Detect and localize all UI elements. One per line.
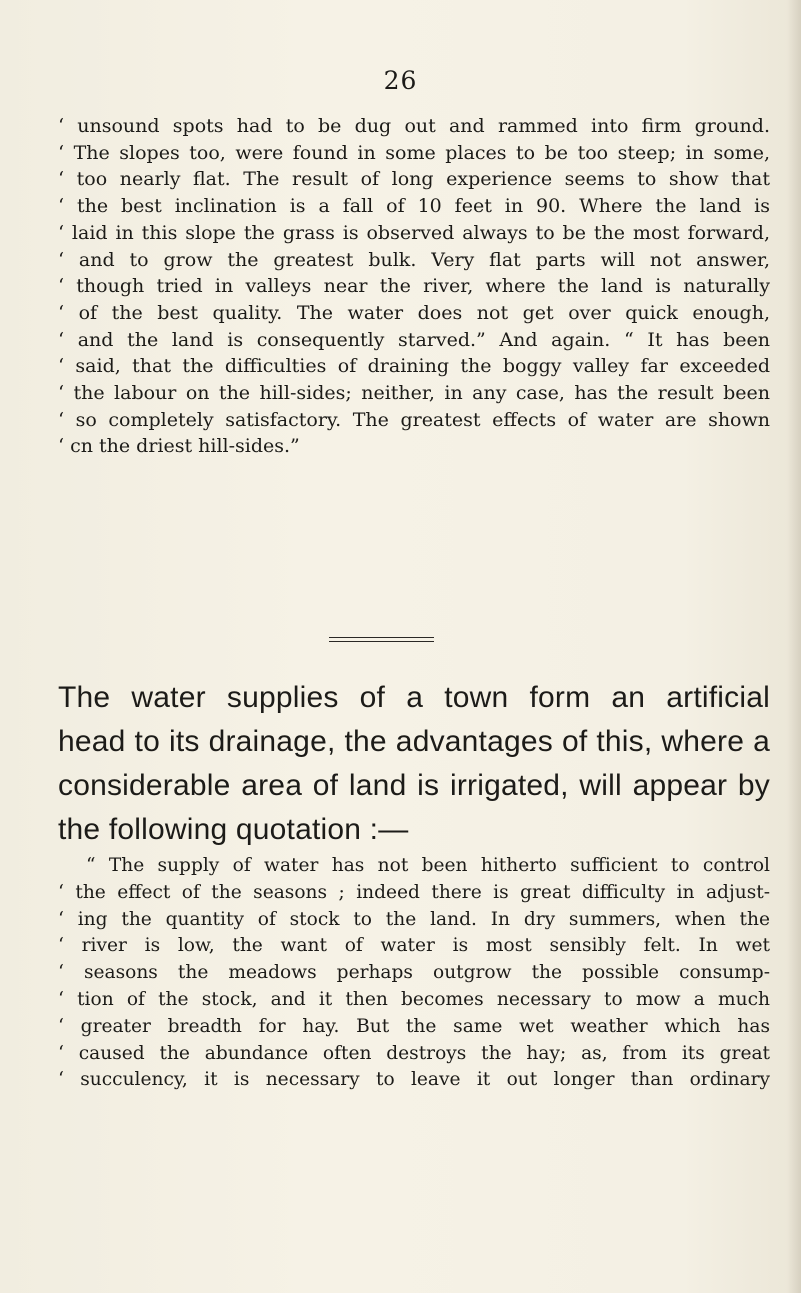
text-line: ‘ laid in this slope the grass is observed always to be the most forward, (58, 221, 770, 244)
page-number: 26 (383, 66, 418, 95)
text-line: ‘ cn the driest hill-sides.” (58, 435, 300, 458)
text-line: ‘ too nearly flat. The result of long experience seems to show that (58, 168, 770, 191)
text-line: “ The supply of water has not been hitherto sufficient to control (86, 855, 770, 876)
heading-line: The water supplies of a town form an artificial (58, 681, 770, 714)
heading-line: head to its drainage, the advantages of this, where a (58, 725, 770, 758)
text-line: ‘ the best inclination is a fall of 10 feet in 90. Where the land is (58, 195, 770, 218)
text-line: ‘ and to grow the greatest bulk. Very flat parts will not answer, (58, 248, 770, 271)
text-line: ‘ The slopes too, were found in some places to be too steep; in some, (58, 141, 770, 164)
text-line: ‘ so completely satisfactory. The greatest effects of water are shown (58, 408, 770, 431)
text-line: ‘ river is low, the want of water is most sensibly felt. In wet (58, 935, 770, 957)
text-line: ‘ tion of the stock, and it then becomes necessary to mow a much (58, 988, 770, 1010)
section-heading (58, 676, 770, 852)
section-divider (329, 637, 434, 642)
text-line: ‘ ing the quantity of stock to the land. In dry summers, when the (58, 908, 770, 930)
text-line: ‘ caused the abundance often destroys the hay; as, from its great (58, 1042, 770, 1064)
heading-line: considerable area of land is irrigated, will appear by (58, 769, 770, 802)
text-line: ‘ the labour on the hill-sides; neither, in any case, has the result been (58, 382, 770, 405)
text-line: ‘ the effect of the seasons ; indeed there is great difficulty in adjust- (58, 881, 770, 903)
text-line: ‘ of the best quality. The water does not get over quick enough, (58, 301, 770, 324)
text-line: ‘ unsound spots had to be dug out and rammed into firm ground. (58, 115, 770, 137)
text-line: ‘ said, that the difficulties of draining the boggy valley far exceeded (58, 355, 770, 378)
page-edge-shadow (787, 0, 801, 1293)
text-line: ‘ seasons the meadows perhaps outgrow the possible consump- (58, 962, 770, 984)
upper-quotation (58, 113, 770, 460)
text-line: ‘ though tried in valleys near the river, where the land is naturally (58, 275, 770, 298)
text-line: ‘ and the land is consequently starved.” And again. “ It has been (58, 328, 770, 351)
heading-line: the following quotation :— (58, 813, 409, 846)
lower-quotation (58, 853, 770, 1094)
text-line: ‘ greater breadth for hay. But the same wet weather which has (58, 1015, 770, 1037)
text-line: ‘ succulency, it is necessary to leave it out longer than ordinary (58, 1069, 770, 1091)
